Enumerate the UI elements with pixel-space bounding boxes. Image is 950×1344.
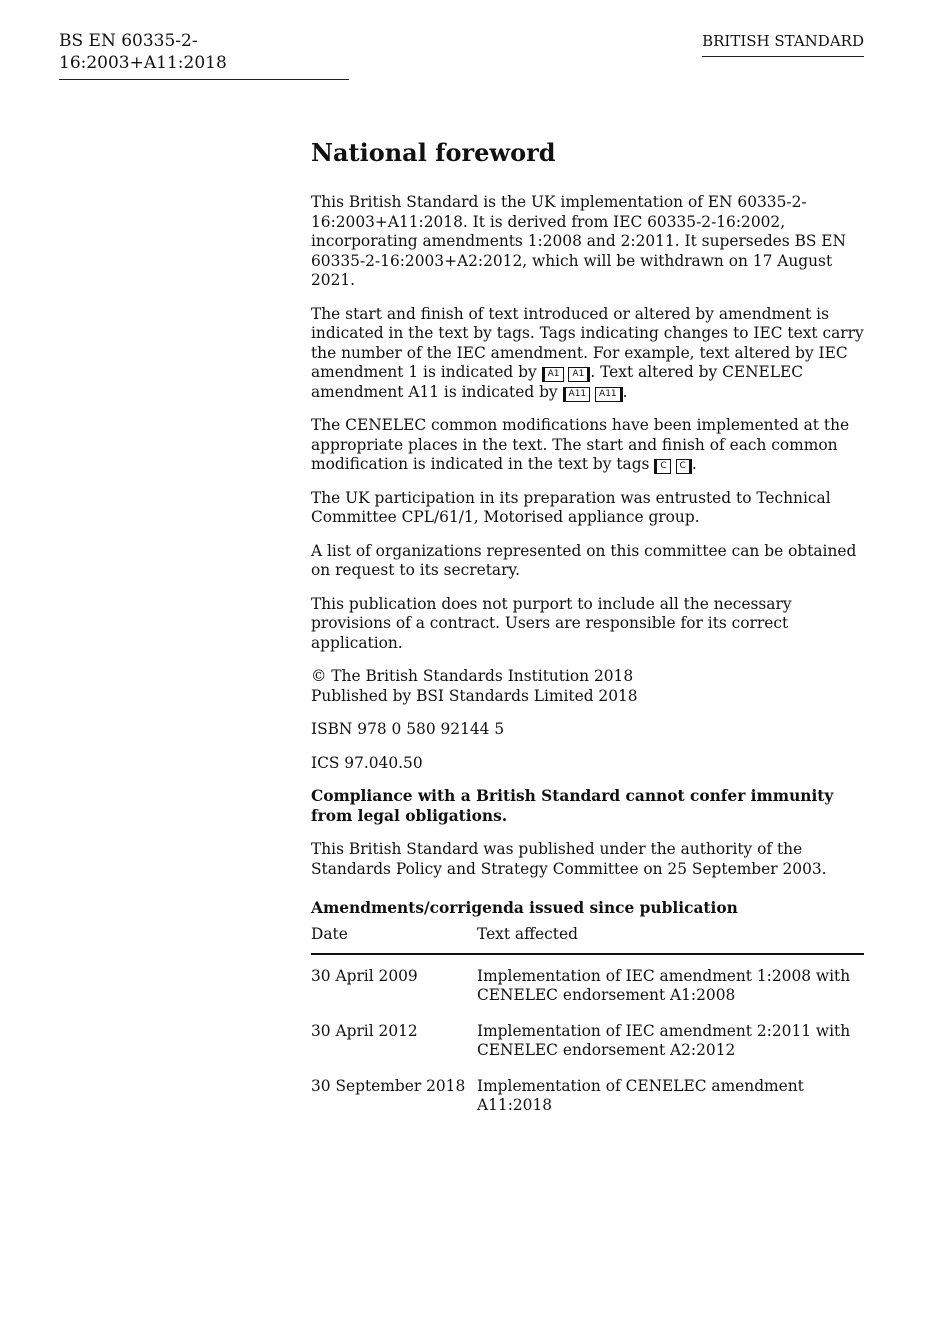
- ics: ICS 97.040.50: [311, 753, 423, 772]
- copyright-line: © The British Standards Institution 2018: [311, 667, 634, 685]
- tag-a11-open: A11: [563, 387, 591, 402]
- table-row: [311, 1010, 864, 1065]
- compliance-notice: Compliance with a British Standard cannot confer immunity from legal obligations.: [311, 787, 834, 825]
- committee-paragraph: The UK participation in its preparation was entrusted to Technical Committee CPL/61/1, Motorised appliance group.: [311, 488, 831, 526]
- published-line: Published by BSI Standards Limited 2018: [311, 686, 638, 705]
- row-text-affected: Implementation of IEC amendment 1:2008 with CENELEC endorsement A1:2008: [477, 966, 851, 1004]
- amendments-title: Amendments/corrigenda issued since publication: [311, 899, 738, 917]
- tag-c-close: C: [676, 459, 692, 474]
- common-modifications-text-2: .: [691, 455, 697, 473]
- contract-paragraph: This publication does not purport to include all the necessary provisions of a contract. Users are responsible for its correct application.: [311, 594, 792, 652]
- header-document-id: BS EN 60335-2-16:2003+A11:2018: [59, 30, 349, 80]
- header-series-label: BRITISH STANDARD: [702, 31, 864, 57]
- amendment-tags-text-1: The start and finish of text introduced or altered by amendment is indicated in the text by tags. Tags indicating changes to IEC text carry the number of the IEC amendment. For example, text altered by IEC amendment 1 is indicated by: [311, 304, 864, 381]
- column-header-date: Date: [311, 925, 477, 954]
- row-date: 30 April 2012: [311, 1021, 418, 1040]
- common-modifications-text-1: The CENELEC common modifications have been implemented at the appropriate places in the text. The start and finish of each common modification is indicated in the text by tags: [311, 416, 850, 473]
- national-foreword-section: [311, 138, 864, 1120]
- row-date: 30 April 2009: [311, 966, 418, 985]
- copyright-block: [311, 667, 864, 706]
- tag-a1-open: A1: [542, 367, 564, 382]
- organizations-paragraph: A list of organizations represented on this committee can be obtained on request to its secretary.: [311, 541, 857, 579]
- row-date: 30 September 2018: [311, 1076, 466, 1095]
- column-header-text-affected: Text affected: [477, 925, 864, 954]
- isbn: ISBN 978 0 580 92144 5: [311, 720, 505, 738]
- row-text-affected: Implementation of CENELEC amendment A11:2018: [477, 1076, 804, 1114]
- page-title: National foreword: [311, 138, 556, 167]
- tag-c-open: C: [654, 459, 670, 474]
- amendments-table: [311, 925, 864, 1120]
- table-row: [311, 954, 864, 1010]
- amendment-tags-paragraph: [311, 305, 864, 403]
- table-header-row: [311, 925, 864, 954]
- tag-a11-close: A11: [595, 387, 623, 402]
- tag-a1-close: A1: [568, 367, 590, 382]
- common-modifications-paragraph: [311, 416, 864, 475]
- amendment-tags-text-2: . Text altered by CENELEC amendment A11 is indicated by: [311, 363, 804, 401]
- amendment-tags-text-3: .: [622, 382, 628, 401]
- implementation-paragraph: This British Standard is the UK implementation of EN 60335-2-16:2003+A11:2018. It is derived from IEC 60335-2-16:2002, incorporating amendments 1:2008 and 2:2011. It supersedes BS EN 60335-2-16:2003+A2:2012, which will be withdrawn on 17 August 2021.: [311, 193, 847, 289]
- row-text-affected: Implementation of IEC amendment 2:2011 with CENELEC endorsement A2:2012: [477, 1021, 851, 1059]
- authority-paragraph: This British Standard was published under the authority of the Standards Policy and Strategy Committee on 25 September 2003.: [311, 840, 827, 878]
- table-row: [311, 1065, 864, 1120]
